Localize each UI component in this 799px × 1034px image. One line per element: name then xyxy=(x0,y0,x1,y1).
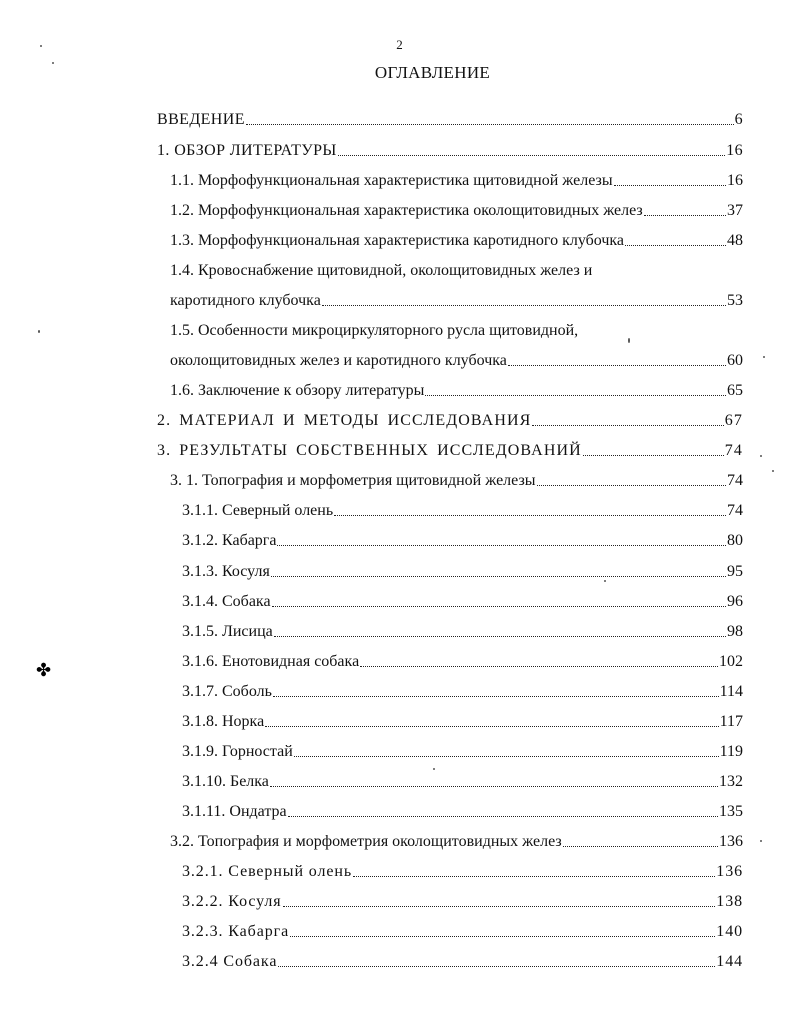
toc-entry-1-1[interactable] xyxy=(170,171,743,191)
toc-entry-label: 3.1.3. Косуля xyxy=(182,563,270,580)
toc-entry-3-1[interactable] xyxy=(170,471,743,491)
toc-entry-label: 3.2.2. Косуля xyxy=(182,893,282,910)
dot-leader xyxy=(274,635,726,637)
dot-leader xyxy=(288,815,718,817)
toc-entry-label: 3.1.6. Енотовидная собака xyxy=(182,653,360,670)
toc-entry-page: 65 xyxy=(727,382,743,399)
toc-entry-page: 95 xyxy=(727,563,743,580)
dot-leader xyxy=(508,364,726,366)
dot-leader xyxy=(425,394,726,396)
dot-leader xyxy=(583,454,724,456)
toc-entry-chapter-2[interactable] xyxy=(157,411,743,431)
toc-entry-label: 1.6. Заключение к обзору литературы xyxy=(170,382,425,399)
toc-entry-label: 1.3. Морфофункциональная характеристика каротидного клубочка xyxy=(170,232,625,249)
dot-leader xyxy=(353,875,715,877)
toc-entry-page: 16 xyxy=(727,172,743,189)
toc-entry-3-1-6[interactable] xyxy=(182,652,743,672)
toc-entry-1-4-line1[interactable]: 1.4. Кровоснабжение щитовидной, околощитовидных желез и xyxy=(170,262,593,279)
toc-entry-introduction[interactable] xyxy=(157,110,743,130)
toc-entry-label: 3.1.10. Белка xyxy=(182,773,269,790)
toc-entry-1-5-line1[interactable]: 1.5. Особенности микроциркуляторного русла щитовидной, xyxy=(170,322,579,339)
toc-entry-chapter-3[interactable] xyxy=(157,441,743,461)
dot-leader xyxy=(265,725,718,727)
scan-speck xyxy=(628,338,630,343)
toc-entry-label: 3.2.1. Северный олень xyxy=(182,863,353,880)
toc-entry-1-4[interactable] xyxy=(170,291,743,311)
scan-speck xyxy=(52,62,54,64)
dot-leader xyxy=(270,785,718,787)
page-title: ОГЛАВЛЕНИЕ xyxy=(374,63,491,82)
toc-entry-label: 3.1.4. Собака xyxy=(182,593,271,610)
toc-entry-label: 1.1. Морфофункциональная характеристика щитовидной железы xyxy=(170,172,613,189)
toc-entry-label: 3.2. Топография и морфометрия околощитовидных желез xyxy=(170,833,562,850)
toc-entry-label: ВВЕДЕНИЕ xyxy=(157,111,245,128)
dot-leader xyxy=(278,965,715,967)
scan-speck xyxy=(760,840,762,842)
toc-entry-label: 3.1.2. Кабарга xyxy=(182,532,277,549)
toc-entry-page: 80 xyxy=(727,532,743,549)
toc-entry-3-1-7[interactable] xyxy=(182,682,743,702)
toc-entry-3-1-3[interactable] xyxy=(182,562,743,582)
toc-entry-page: 144 xyxy=(716,953,743,970)
dot-leader xyxy=(644,214,726,216)
toc-entry-page: 6 xyxy=(734,111,743,128)
toc-entry-label: 3.2.3. Кабарга xyxy=(182,923,290,940)
dot-leader xyxy=(271,575,726,577)
toc-entry-label: 3. 1. Топография и морфометрия щитовидной железы xyxy=(170,472,536,489)
toc-entry-page: 140 xyxy=(716,923,743,940)
toc-entry-1-6[interactable] xyxy=(170,381,743,401)
dot-leader xyxy=(322,304,726,306)
dot-leader xyxy=(614,184,726,186)
toc-entry-page: 67 xyxy=(724,412,743,429)
toc-entry-label: каротидного клубочка xyxy=(170,292,321,309)
dot-leader xyxy=(246,123,734,125)
toc-entry-page: 16 xyxy=(726,142,743,159)
toc-entry-label: 3.1.11. Ондатра xyxy=(182,803,287,820)
dot-leader xyxy=(277,544,726,546)
dot-leader xyxy=(537,484,726,486)
scan-speck xyxy=(604,580,606,582)
dot-leader xyxy=(283,905,716,907)
toc-entry-label: 3.1.9. Горностай xyxy=(182,743,293,760)
scan-mark-icon: ✤ xyxy=(36,660,52,681)
toc-entry-3-2-1[interactable] xyxy=(182,862,743,882)
toc-entry-1-2[interactable] xyxy=(170,201,743,221)
toc-entry-label: 3.2.4 Собака xyxy=(182,953,278,970)
dot-leader xyxy=(290,935,715,937)
scan-speck xyxy=(38,330,40,333)
toc-entry-page: 37 xyxy=(727,202,743,219)
toc-entry-page: 96 xyxy=(727,593,743,610)
toc-entry-page: 114 xyxy=(719,683,743,700)
toc-entry-page: 132 xyxy=(719,773,743,790)
toc-entry-3-1-8[interactable] xyxy=(182,712,743,732)
scan-speck xyxy=(763,356,765,358)
toc-entry-1-5[interactable] xyxy=(170,351,743,371)
toc-entry-page: 48 xyxy=(727,232,743,249)
toc-entry-page: 74 xyxy=(724,442,743,459)
toc-entry-page: 98 xyxy=(727,623,743,640)
toc-entry-3-2-3[interactable] xyxy=(182,922,743,942)
toc-entry-chapter-1[interactable] xyxy=(157,141,743,161)
toc-entry-3-1-4[interactable] xyxy=(182,592,743,612)
dot-leader xyxy=(563,845,718,847)
toc-entry-label: околощитовидных желез и каротидного клубочка xyxy=(170,352,507,369)
toc-entry-label: 3.1.5. Лисица xyxy=(182,623,273,640)
dot-leader xyxy=(273,695,719,697)
page-number: 2 xyxy=(396,37,403,52)
toc-entry-page: 60 xyxy=(727,352,743,369)
dot-leader xyxy=(360,665,718,667)
toc-entry-label: 3. РЕЗУЛЬТАТЫ СОБСТВЕННЫХ ИССЛЕДОВАНИЙ xyxy=(157,442,582,459)
toc-entry-page: 119 xyxy=(719,743,743,760)
dot-leader xyxy=(338,154,725,156)
toc-entry-3-2-2[interactable] xyxy=(182,892,743,912)
toc-entry-3-1-5[interactable] xyxy=(182,622,743,642)
toc-entry-3-1-1[interactable] xyxy=(182,501,743,521)
toc-entry-label: 2. МАТЕРИАЛ И МЕТОДЫ ИССЛЕДОВАНИЯ xyxy=(157,412,532,429)
toc-entry-3-1-9[interactable] xyxy=(182,742,743,762)
toc-entry-page: 102 xyxy=(719,653,743,670)
toc-entry-page: 136 xyxy=(719,833,743,850)
toc-entry-page: 74 xyxy=(727,502,743,519)
toc-entry-page: 53 xyxy=(727,292,743,309)
toc-entry-label: 1.2. Морфофункциональная характеристика околощитовидных желез xyxy=(170,202,643,219)
toc-entry-page: 74 xyxy=(727,472,743,489)
toc-entry-3-1-10[interactable] xyxy=(182,772,743,792)
dot-leader xyxy=(532,424,723,426)
toc-entry-label: 1. ОБЗОР ЛИТЕРАТУРЫ xyxy=(157,142,337,159)
toc-entry-label: 3.1.1. Северный олень xyxy=(182,502,334,519)
toc-entry-1-3[interactable] xyxy=(170,231,743,251)
toc-entry-page: 136 xyxy=(716,863,743,880)
dot-leader xyxy=(294,755,719,757)
dot-leader xyxy=(334,514,726,516)
toc-entry-page: 135 xyxy=(719,803,743,820)
toc-entry-page: 117 xyxy=(719,713,743,730)
toc-entry-3-2-4[interactable] xyxy=(182,952,743,972)
scan-speck xyxy=(760,455,762,457)
toc-entry-3-2[interactable] xyxy=(170,832,743,852)
toc-entry-3-1-2[interactable] xyxy=(182,531,743,551)
scan-speck xyxy=(772,470,774,472)
dot-leader xyxy=(272,605,726,607)
toc-entry-3-1-11[interactable] xyxy=(182,802,743,822)
scan-speck xyxy=(40,45,42,47)
toc-entry-page: 138 xyxy=(716,893,743,910)
scan-speck xyxy=(433,768,435,770)
toc-entry-label: 3.1.7. Соболь xyxy=(182,683,272,700)
toc-entry-label: 3.1.8. Норка xyxy=(182,713,265,730)
dot-leader xyxy=(625,244,726,246)
